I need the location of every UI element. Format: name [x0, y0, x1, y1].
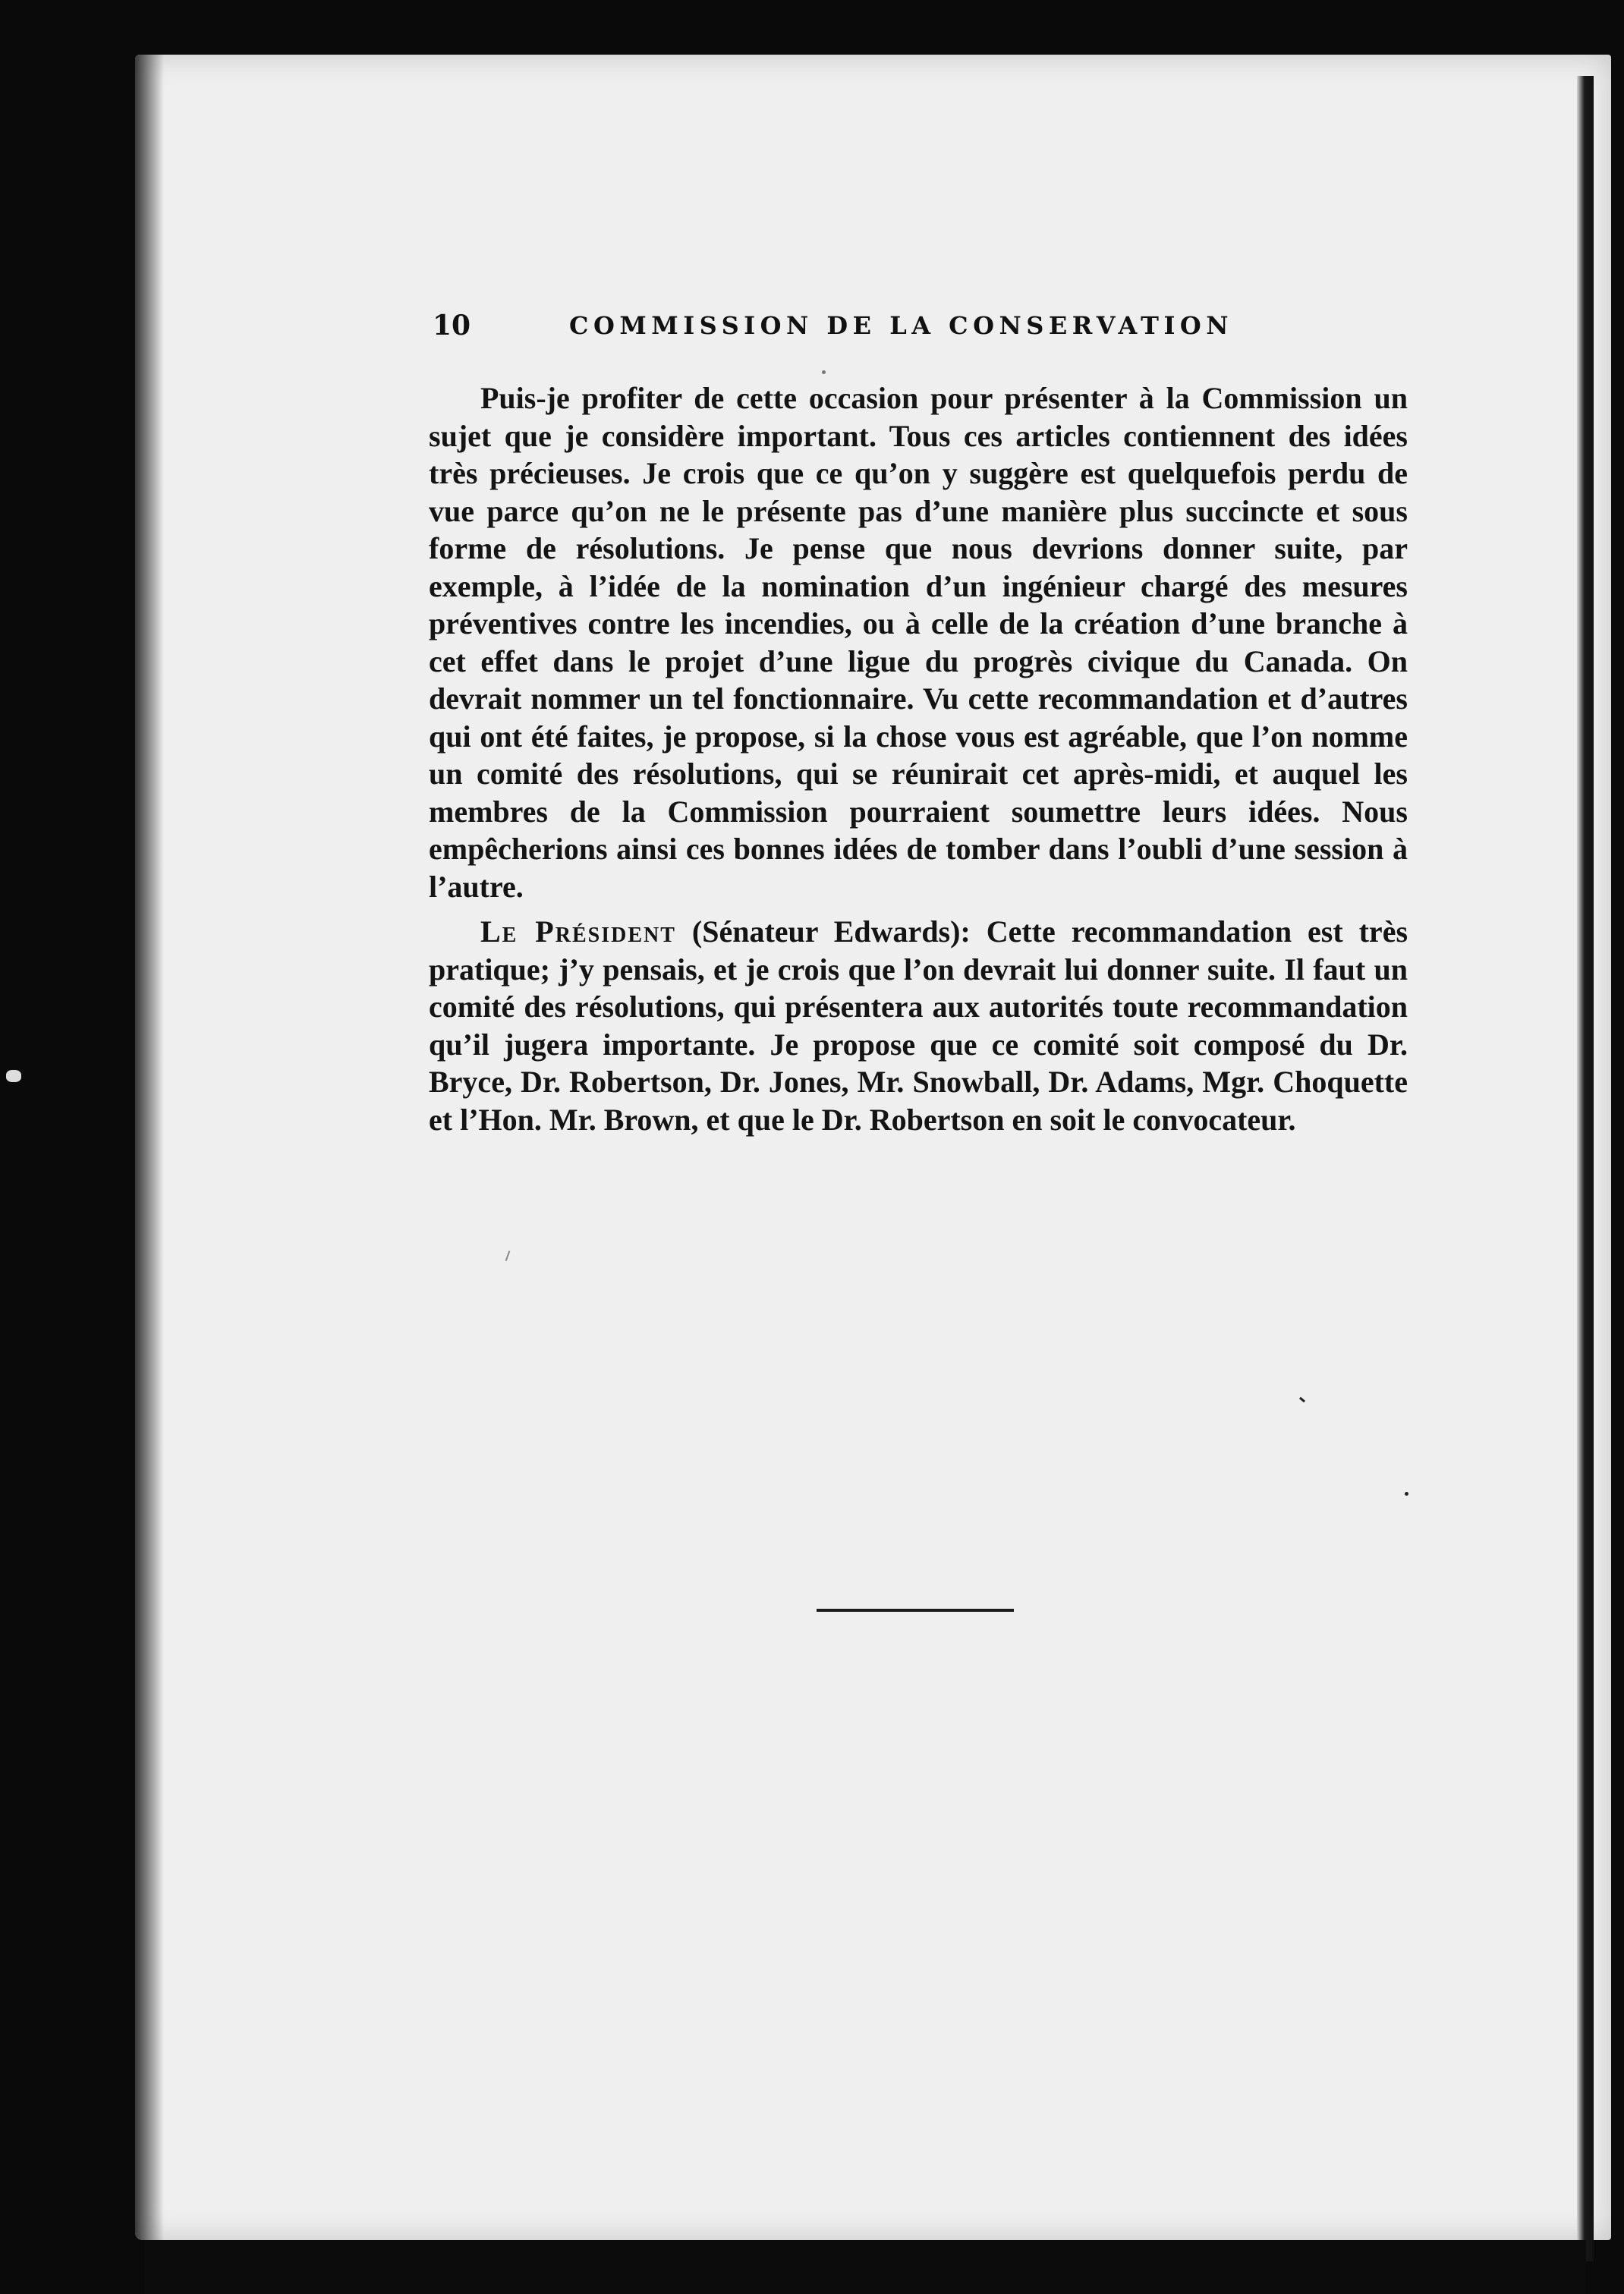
end-of-section-rule — [817, 1609, 1014, 1612]
paragraph: Puis-je profiter de cette occasion pour présenter à la Commission un sujet que je considère important. Tous ces articles contiennent des idées très précieuses. Je crois que ce qu’on y suggère est quelquefois perdu de vue parce qu’on ne le présente pas d’une manière plus succincte et sous forme de résolutions. Je pense que nous devrions donner suite, par exemple, à l’idée de la nomination d’un ingénieur chargé des mesures préventives contre les incendies, ou à celle de la création d’une branche à cet effet dans le projet d’une ligue du progrès civique du Canada. On devrait nommer un tel fonctionnaire. Vu cette recommandation et d’autres qui ont été faites, je propose, si la chose vous est agréable, que l’on nomme un comité des résolutions, qui se réunirait cet après-midi, et auquel les membres de la Commission pourraient soumettre leurs idées. Nous empêcherions ainsi ces bonnes idées de tomber dans l’oubli d’une session à l’autre. — [429, 381, 1408, 904]
sheet-left-edge-shadow — [135, 55, 164, 2240]
page-number: 10 — [433, 310, 471, 341]
scan-speck — [1405, 1492, 1408, 1496]
scan-speck — [6, 1070, 21, 1082]
paragraph-text: (Sénateur Edwards): Cette recommandation est très pratique; j’y pensais, et je crois que l’on devrait lui donner suite. Il faut un comité des résolutions, qui présentera aux autorités toute recommandation qu’il jugera importante. Je propose que ce comité soit composé du Dr. Bryce, Dr. Robertson, Dr. Jones, Mr. Snowball, Dr. Adams, Mgr. Choquette et l’Hon. Mr. Brown, et que le Dr. Robertson en soit le convocateur. — [429, 914, 1408, 1137]
body-text — [429, 379, 1408, 1138]
scan-speck — [822, 370, 826, 374]
running-head — [433, 310, 1412, 355]
bottom-scan-border — [144, 2240, 1586, 2294]
running-title: COMMISSION DE LA CONSERVATION — [569, 311, 1234, 340]
binding-edge — [1577, 76, 1594, 2261]
paragraph — [429, 913, 1408, 1138]
speaker-name: Le Président — [480, 914, 676, 949]
